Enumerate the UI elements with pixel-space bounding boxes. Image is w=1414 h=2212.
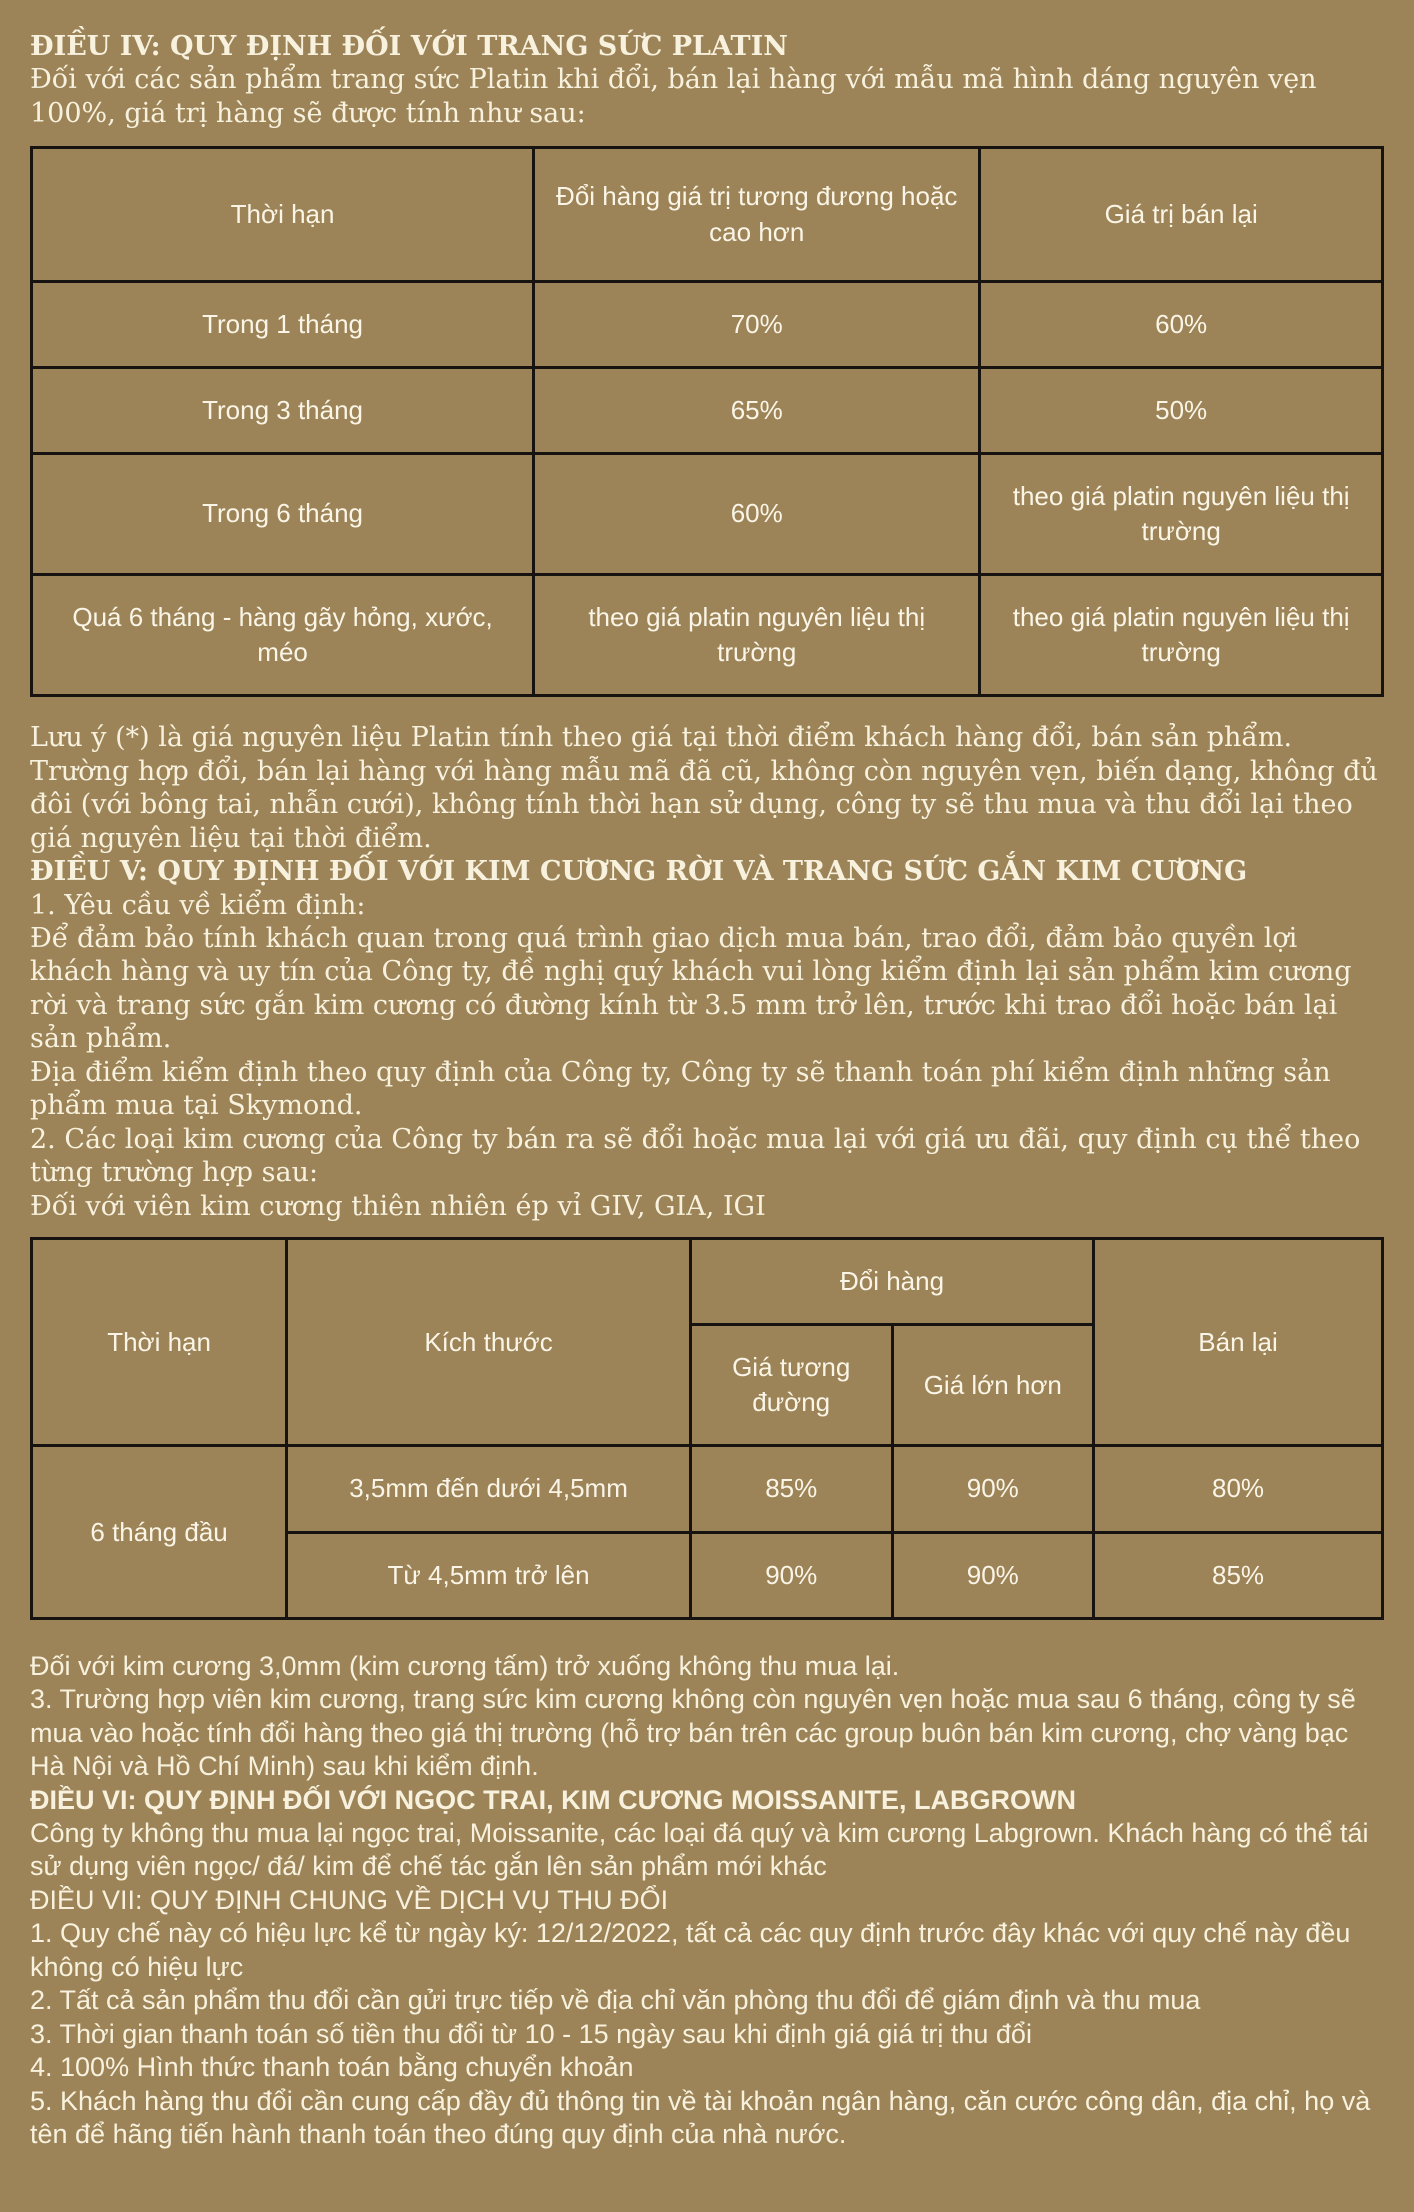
cell-exchange-rate: 60% — [534, 453, 980, 574]
column-header-thoi-han: Thời hạn — [32, 1239, 287, 1446]
cell-resale-rate: 60% — [980, 281, 1383, 367]
section-v-p5: Đối với viên kim cương thiên nhiên ép vỉ GIV, GIA, IGI — [30, 1190, 766, 1222]
section-v — [30, 855, 1384, 1620]
cell-exchange-equal: 85% — [690, 1446, 892, 1532]
cell-resale: 85% — [1094, 1532, 1383, 1618]
cell-resale-rate: 50% — [980, 367, 1383, 453]
column-header-doi-hang: Đổi hàng — [690, 1239, 1093, 1325]
table-row — [32, 453, 1383, 574]
column-header-gia-tri-ban-lai: Giá trị bán lại — [980, 148, 1383, 281]
section-v-p1: 1. Yêu cầu về kiểm định: — [30, 889, 366, 921]
section-vii-item5: 5. Khách hàng thu đổi cần cung cấp đầy đủ thông tin về tài khoản ngân hàng, căn cước công dân, địa chỉ, họ và tên để hãng tiến hành thanh toán theo đúng quy định của nhà nước. — [30, 2085, 1371, 2150]
table-header-row — [32, 1239, 1383, 1325]
table-row — [32, 367, 1383, 453]
section-iv — [30, 30, 1384, 855]
table-header-row — [32, 148, 1383, 281]
cell-exchange-rate: 70% — [534, 281, 980, 367]
section-v-p2: Để đảm bảo tính khách quan trong quá trình giao dịch mua bán, trao đổi, đảm bảo quyền lợi khách hàng và uy tín của Công ty, đề nghị quý khách vui lòng kiểm định lại sản phẩm kim cương rời và trang sức gắn kim cương có đường kính từ 3.5 mm trở lên, trước khi trao đổi hoặc bán lại sản phẩm. — [30, 922, 1352, 1055]
section-vi-heading: ĐIỀU VI: QUY ĐỊNH ĐỐI VỚI NGỌC TRAI, KIM CƯƠNG MOISSANITE, LABGROWN — [30, 1784, 1076, 1815]
column-header-gia-tuong-duong: Giá tương đường — [690, 1325, 892, 1446]
section-v-p4: 2. Các loại kim cương của Công ty bán ra sẽ đổi hoặc mua lại với giá ưu đãi, quy định cụ thể theo từng trường hợp sau: — [30, 1123, 1361, 1189]
section-v-heading: ĐIỀU V: QUY ĐỊNH ĐỐI VỚI KIM CƯƠNG RỜI VÀ TRANG SỨC GẮN KIM CƯƠNG — [30, 856, 1248, 888]
table-row — [32, 574, 1383, 695]
column-header-thoi-han: Thời hạn — [32, 148, 534, 281]
cell-exchange-higher: 90% — [892, 1446, 1094, 1532]
column-header-doi-hang: Đổi hàng giá trị tương đương hoặc cao hơn — [534, 148, 980, 281]
section-vii-heading: ĐIỀU VII: QUY ĐỊNH CHUNG VỀ DỊCH VỤ THU ĐỔI — [30, 1884, 669, 1915]
cell-resale-rate: theo giá platin nguyên liệu thị trường — [980, 453, 1383, 574]
section-v-p7: 3. Trường hợp viên kim cương, trang sức kim cương không còn nguyên vẹn hoặc mua sau 6 tháng, công ty sẽ mua vào hoặc tính đổi hàng theo giá thị trường (hỗ trợ bán trên các group buôn bán kim cương, chợ vàng bạc Hà Nội và Hồ Chí Minh) sau khi kiểm định. — [30, 1684, 1356, 1782]
cell-period: Trong 6 tháng — [32, 453, 534, 574]
column-header-gia-lon-hon: Giá lớn hơn — [892, 1325, 1094, 1446]
column-header-ban-lai: Bán lại — [1094, 1239, 1383, 1446]
table-row — [32, 1446, 1383, 1532]
section-vii-item3: 3. Thời gian thanh toán số tiền thu đổi từ 10 - 15 ngày sau khi định giá giá trị thu đổi — [30, 2018, 1032, 2049]
section-vii-item2: 2. Tất cả sản phẩm thu đổi cần gửi trực tiếp về địa chỉ văn phòng thu đổi để giám định và thu mua — [30, 1985, 1201, 2016]
cell-period: Trong 3 tháng — [32, 367, 534, 453]
section-vi-p1: Công ty không thu mua lại ngọc trai, Moissanite, các loại đá quý và kim cương Labgrown. Khách hàng có thể tái sử dụng viên ngọc/ đá/ kim để chế tác gắn lên sản phẩm mới khác — [30, 1818, 1369, 1882]
diamond-policy-table — [30, 1237, 1384, 1619]
cell-size: 3,5mm đến dưới 4,5mm — [287, 1446, 691, 1532]
column-header-kich-thuoc: Kích thước — [287, 1239, 691, 1446]
section-v-p6: Đối với kim cương 3,0mm (kim cương tấm) trở xuống không thu mua lại. — [30, 1650, 900, 1681]
cell-period: Trong 1 tháng — [32, 281, 534, 367]
cell-exchange-rate: 65% — [534, 367, 980, 453]
cell-resale-rate: theo giá platin nguyên liệu thị trường — [980, 574, 1383, 695]
section-v-notes — [30, 1650, 1384, 1784]
section-vi — [30, 1784, 1384, 1884]
section-vii-item1: 1. Quy chế này có hiệu lực kể từ ngày ký: 12/12/2022, tất cả các quy định trước đây khác với quy chế này đều không có hiệu lực — [30, 1918, 1351, 1982]
section-iv-intro: Đối với các sản phẩm trang sức Platin khi đổi, bán lại hàng với mẫu mã hình dáng nguyên vẹn 100%, giá trị hàng sẽ được tính như sau: — [30, 64, 1317, 129]
cell-size: Từ 4,5mm trở lên — [287, 1532, 691, 1618]
cell-period: Quá 6 tháng - hàng gãy hỏng, xước, méo — [32, 574, 534, 695]
table-row — [32, 281, 1383, 367]
section-v-p3: Địa điểm kiểm định theo quy định của Công ty, Công ty sẽ thanh toán phí kiểm định những sản phẩm mua tại Skymond. — [30, 1056, 1331, 1122]
cell-period-group: 6 tháng đầu — [32, 1446, 287, 1618]
section-vii-item4: 4. 100% Hình thức thanh toán bằng chuyển khoản — [30, 2052, 634, 2083]
section-vii — [30, 1884, 1384, 2152]
cell-exchange-higher: 90% — [892, 1532, 1094, 1618]
platin-policy-table — [30, 146, 1384, 697]
cell-exchange-rate: theo giá platin nguyên liệu thị trường — [534, 574, 980, 695]
cell-exchange-equal: 90% — [690, 1532, 892, 1618]
cell-resale: 80% — [1094, 1446, 1383, 1532]
platin-note: Lưu ý (*) là giá nguyên liệu Platin tính theo giá tại thời điểm khách hàng đổi, bán sản phẩm. Trường hợp đổi, bán lại hàng với hàng mẫu mã đã cũ, không còn nguyên vẹn, biến dạng, không đủ đôi (với bông tai, nhẫn cưới), không tính thời hạn sử dụng, công ty sẽ thu mua và thu đổi lại theo giá nguyên liệu tại thời điểm. — [30, 722, 1378, 854]
section-iv-heading: ĐIỀU IV: QUY ĐỊNH ĐỐI VỚI TRANG SỨC PLATIN — [30, 31, 788, 62]
